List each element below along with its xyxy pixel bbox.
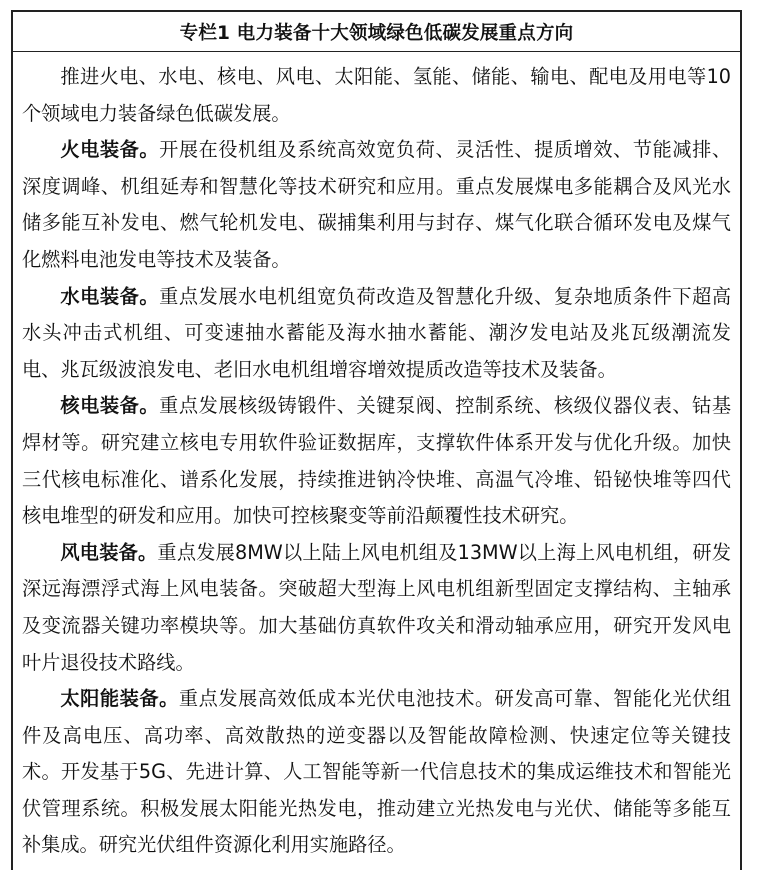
box-content (13, 52, 740, 864)
box-title: 专栏1 电力装备十大领域绿色低碳发展重点方向 (13, 12, 740, 52)
section-body: 重点发展高效低成本光伏电池技术。研发高可靠、智能化光伏组件及高电压、高功率、高效散热的逆变器以及智能故障检测、快速定位等关键技术。开发基于5G、先进计算、人工智能等新一代信息技术的集成运维技术和智能光伏管理系统。积极发展太阳能光热发电，推动建立光热发电与光伏、储能等多能互补集成。研究光伏组件资源化利用实施路径。 (22, 687, 732, 857)
section-wind-power (22, 535, 731, 681)
intro-paragraph: 推进火电、水电、核电、风电、太阳能、氢能、储能、输电、配电及用电等10个领域电力装备绿色低碳发展。 (22, 65, 731, 125)
section-heading: 核电装备。 (60, 394, 160, 418)
section-nuclear-power (22, 388, 731, 534)
section-heading: 水电装备。 (60, 284, 160, 308)
section-heading: 火电装备。 (60, 138, 160, 162)
column-box (11, 10, 742, 870)
section-thermal-power (22, 132, 731, 278)
section-hydropower (22, 279, 731, 389)
section-body: 重点发展水电机组宽负荷改造及智慧化升级、复杂地质条件下超高水头冲击式机组、可变速抽水蓄能及海水抽水蓄能、潮汐发电站及兆瓦级潮流发电、兆瓦级波浪发电、老旧水电机组增容增效提质改造等技术及装备。 (22, 284, 732, 381)
section-solar-power (22, 681, 731, 864)
section-body: 重点发展8MW以上陆上风电机组及13MW以上海上风电机组，研发深远海漂浮式海上风电装备。突破超大型海上风电机组新型固定支撑结构、主轴承及变流器关键功率模块等。加大基础仿真软件攻关和滑动轴承应用，研究开发风电叶片退役技术路线。 (22, 540, 732, 674)
section-body: 开展在役机组及系统高效宽负荷、灵活性、提质增效、节能减排、深度调峰、机组延寿和智慧化等技术研究和应用。重点发展煤电多能耦合及风光水储多能互补发电、燃气轮机发电、碳捕集利用与封存、煤气化联合循环发电及煤气化燃料电池发电等技术及装备。 (22, 138, 732, 271)
section-heading: 太阳能装备。 (60, 687, 179, 711)
section-body: 重点发展核级铸锻件、关键泵阀、控制系统、核级仪器仪表、钴基焊材等。研究建立核电专用软件验证数据库，支撑软件体系开发与优化升级。加快三代核电标准化、谱系化发展，持续推进钠冷快堆、高温气冷堆、铅铋快堆等四代核电堆型的研发和应用。加快可控核聚变等前沿颠覆性技术研究。 (22, 394, 732, 528)
section-heading: 风电装备。 (60, 540, 158, 564)
